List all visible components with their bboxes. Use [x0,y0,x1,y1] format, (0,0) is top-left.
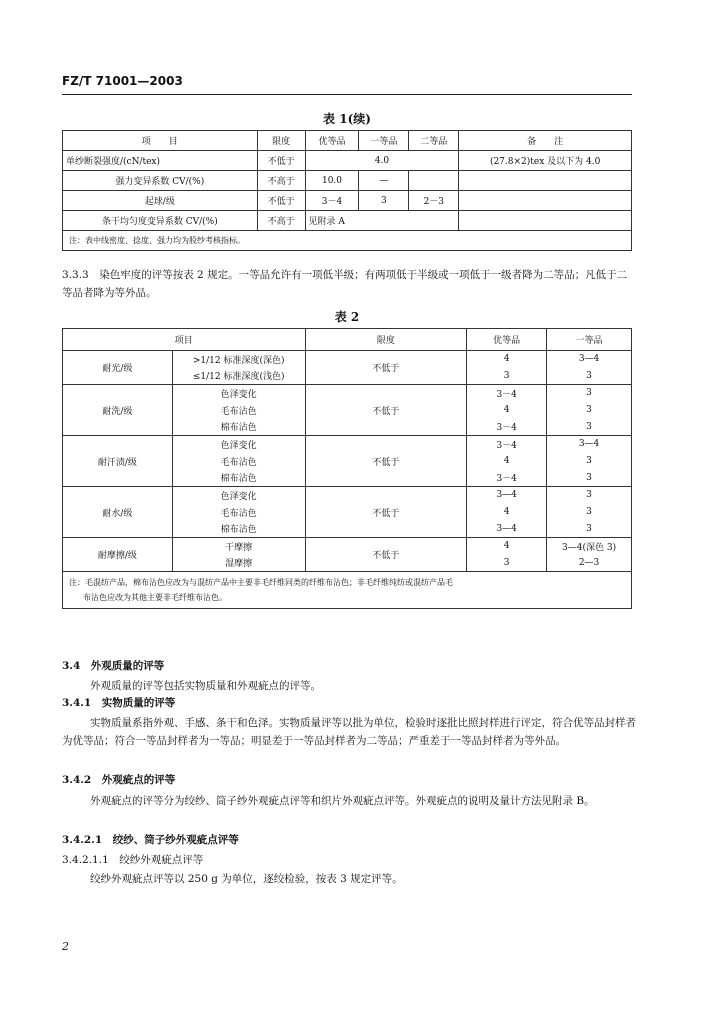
header-cell: 项 目 [63,131,258,151]
grade-cell: 见附录 A [305,211,459,231]
section-3-4-heading: 3.4 外观质量的评等 [62,660,165,672]
grade-cell: 3 [547,521,632,538]
grade-cell: 3 [547,419,632,436]
limit-cell: 不低于 [305,487,467,538]
header-cell: 限度 [305,329,467,351]
grade-cell: 3－4 [467,385,547,402]
table-note-line: 注：毛混纺产品，棉布沾色应改为与混纺产品中主要非毛纤维同类的纤维布沾色；非毛纤维纯纺或混纺产品毛 [69,578,453,587]
section-3-4-2-1-1-heading: 3.4.2.1.1 绞纱外观疵点评等 [62,854,204,866]
header-cell: 二等品 [409,131,459,151]
limit-cell: 不低于 [305,385,467,436]
sub-item-cell: 毛布沾色 [172,453,305,470]
sub-item-cell: 棉布沾色 [172,419,305,436]
table2-caption: 表 2 [334,310,360,324]
limit-cell: 不低于 [305,351,467,385]
limit-cell: 不低于 [305,538,467,572]
grade-cell: 4 [467,402,547,419]
section-3-4-1-heading: 3.4.1 实物质量的评等 [62,697,176,709]
remark-cell [459,191,632,211]
table-row [63,191,632,211]
table-row [63,538,632,555]
table-row [63,171,632,191]
sub-item-cell: 棉布沾色 [172,521,305,538]
grade-cell: 3 [547,470,632,487]
item-cell: 强力变异系数 CV/(%) [63,171,258,191]
sub-item-cell: 色泽变化 [172,487,305,504]
grade-cell: 4 [467,453,547,470]
grade-cell: 3 [547,453,632,470]
table-row [63,211,632,231]
grade-cell: 3 [467,555,547,572]
grade-cell: 2－3 [409,191,459,211]
item-cell: 单纱断裂强度/(cN/tex) [63,151,258,171]
sub-item-cell: 湿摩擦 [172,555,305,572]
limit-cell: 不高于 [257,171,305,191]
grade-cell: 3—4 [467,487,547,504]
section-3-4-2-heading: 3.4.2 外观疵点的评等 [62,774,176,786]
table-note-row [63,572,632,609]
table-2 [62,328,632,609]
grade-cell: — [359,171,409,191]
grade-cell: 3—4 [547,436,632,453]
sub-item-cell: >1/12 标准深度(深色) [172,351,305,368]
paragraph-3-3-3: 3.3.3 染色牢度的评等按表 2 规定。一等品允许有一项低半级；有两项低于半级或一项低于一级者降为二等品；凡低于二等品者降为等外品。 [62,269,628,299]
header-rule [62,94,632,95]
grade-cell: 3－4 [467,419,547,436]
limit-cell: 不高于 [257,211,305,231]
remark-cell [459,211,632,231]
header-cell: 限度 [257,131,305,151]
grade-cell [409,171,459,191]
header-cell: 一等品 [547,329,632,351]
grade-cell: 3—4(深色 3) [547,538,632,555]
paragraph-3-4-2: 外观疵点的评等分为绞纱、筒子纱外观疵点评等和织片外观疵点评等。外观疵点的说明及量计方法见附录 B。 [90,795,595,807]
document-id: FZ/T 71001—2003 [62,74,183,88]
table-row [63,487,632,504]
sub-item-cell: 毛布沾色 [172,504,305,521]
table-header-row [63,329,632,351]
page-number: 2 [62,940,69,953]
grade-cell: 2—3 [547,555,632,572]
group-name-cell: 耐洗/级 [63,385,173,436]
paragraph-3-4: 外观质量的评等包括实物质量和外观疵点的评等。 [90,680,321,692]
group-name-cell: 耐光/级 [63,351,173,385]
table-note: 注：表中线密度、捻度、强力均为股纱考核指标。 [63,231,632,251]
limit-cell: 不低于 [305,436,467,487]
table-note-line: 布沾色应改为其他主要非毛纤维布沾色。 [83,593,227,602]
grade-cell: 4.0 [305,151,459,171]
grade-cell: 3 [547,402,632,419]
grade-cell: 4 [467,538,547,555]
grade-cell: 3—4 [547,351,632,368]
grade-cell: 4 [467,504,547,521]
header-cell: 优等品 [305,131,359,151]
header-cell: 备 注 [459,131,632,151]
grade-cell: 3 [547,385,632,402]
sub-item-cell: 毛布沾色 [172,402,305,419]
sub-item-cell: 干摩擦 [172,538,305,555]
header-cell: 一等品 [359,131,409,151]
grade-cell: 3－4 [305,191,359,211]
sub-item-cell: 色泽变化 [172,436,305,453]
grade-cell: 10.0 [305,171,359,191]
paragraph-3-4-1: 实物质量系指外观、手感、条干和色泽。实物质量评等以批为单位，检验时逐批比照封样进行评定，符合优等品封样者为优等品；符合一等品封样者为一等品；明显差于一等品封样者为二等品；严重差于一等品封样者为等外品。 [62,717,636,747]
table-row [63,385,632,402]
sub-item-cell: ≤1/12 标准深度(浅色) [172,368,305,385]
header-cell: 项目 [63,329,306,351]
sub-item-cell: 色泽变化 [172,385,305,402]
grade-cell: 3 [547,487,632,504]
table-row [63,436,632,453]
table-note [63,572,632,609]
table-note-row [63,231,632,251]
table1-caption: 表 1(续) [323,112,371,126]
grade-cell: 3 [547,368,632,385]
grade-cell: 4 [467,351,547,368]
group-name-cell: 耐摩擦/级 [63,538,173,572]
group-name-cell: 耐汗渍/级 [63,436,173,487]
limit-cell: 不低于 [257,151,305,171]
header-cell: 优等品 [467,329,547,351]
grade-cell: 3－4 [467,436,547,453]
grade-cell: 3 [547,504,632,521]
section-3-4-2-1-heading: 3.4.2.1 绞纱、筒子纱外观疵点评等 [62,834,239,846]
limit-cell: 不低于 [257,191,305,211]
table-1 [62,130,632,251]
remark-cell: (27.8×2)tex 及以下为 4.0 [459,151,632,171]
paragraph-3-4-2-1-1: 绞纱外观疵点评等以 250 g 为单位，逐绞检验，按表 3 规定评等。 [90,873,403,885]
table-header-row [63,131,632,151]
grade-cell: 3 [359,191,409,211]
grade-cell: 3－4 [467,470,547,487]
item-cell: 条干均匀度变异系数 CV/(%) [63,211,258,231]
table-row [63,151,632,171]
remark-cell [459,171,632,191]
grade-cell: 3 [467,368,547,385]
table-row [63,351,632,368]
group-name-cell: 耐水/级 [63,487,173,538]
item-cell: 起球/级 [63,191,258,211]
sub-item-cell: 棉布沾色 [172,470,305,487]
grade-cell: 3—4 [467,521,547,538]
